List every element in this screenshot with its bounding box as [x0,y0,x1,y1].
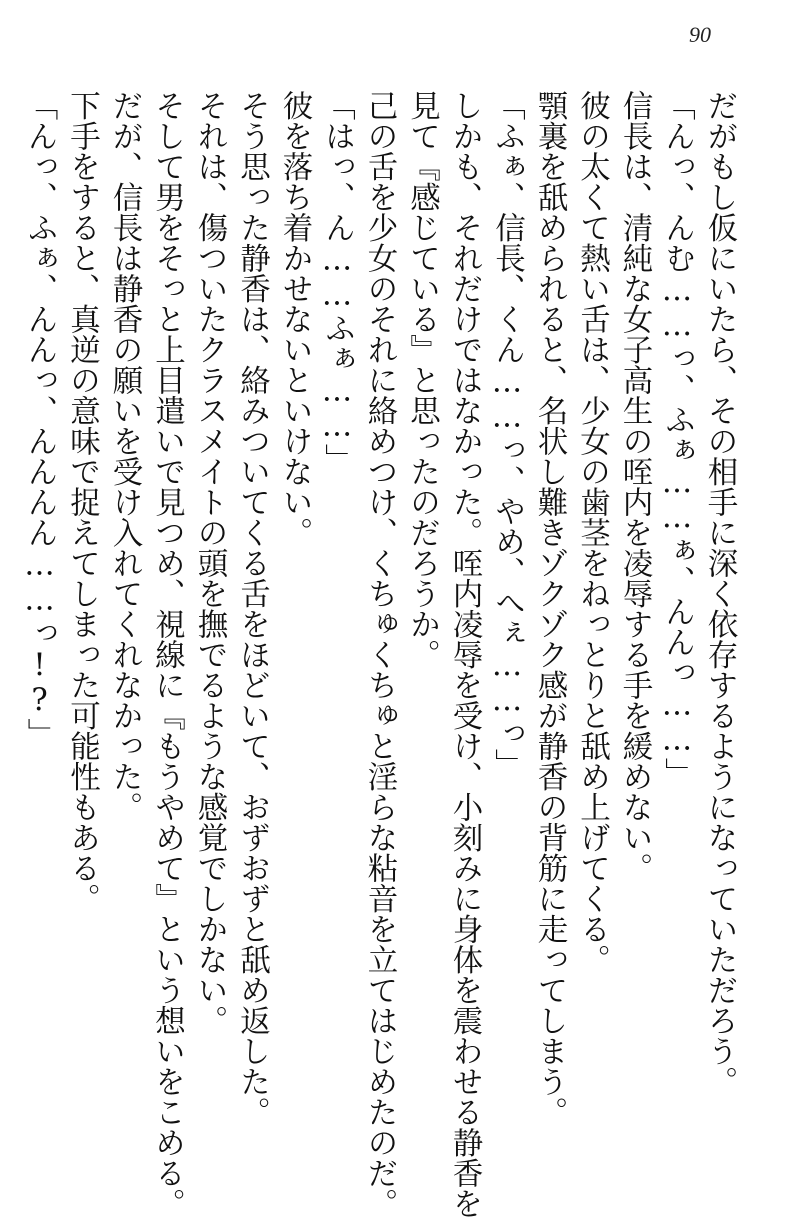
page-number: 90 [689,22,711,47]
text-line: だが、信長は静香の願いを受け入れてくれなかった。 [107,90,142,822]
text-line: それは、傷ついたクラスメイトの頭を撫でるような感覚でしかない。 [192,90,227,1036]
text-line: しかも、それだけではなかった。咥内凌辱を受け、小刻みに身体を震わせる静香を [447,90,482,1219]
text-line: 信長は、清純な女子高生の咥内を凌辱する手を緩めない。 [617,90,652,883]
vertical-text-body [22,90,740,1219]
text-line: 「んっ、ふぁ、んんっ、んんんん……っ!?」 [22,90,57,749]
text-line: だがもし仮にいたら、その相手に深く依存するようになっていただろう。 [702,90,737,1097]
text-line: 「はっ、ん……ふぁ……」 [319,90,355,474]
text-line: 「んっ、んむ……っ、ふぁ……ぁ、んんっ……」 [659,90,695,788]
text-line: 見て『感じている』と思ったのだろうか。 [404,90,440,670]
text-line: 彼を落ち着かせないといけない。 [277,90,312,548]
text-line: そう思った静香は、絡みついてくる舌をほどいて、おずおずと舐め返した。 [234,90,270,1127]
text-line: 顎裏を舐められると、名状し難きゾクゾク感が静香の背筋に走ってしまう。 [532,90,567,1127]
text-line: そして男をそっと上目遣いで見つめ、視線に『もうやめて』という想いをこめる。 [149,90,185,1219]
text-line: 彼の太くて熱い舌は、少女の歯茎をねっとりと舐め上げてくる。 [574,90,610,975]
text-line: 己の舌を少女のそれに絡めつけ、くちゅくちゅと淫らな粘音を立てはじめたのだ。 [362,90,397,1219]
text-line: 「ふぁ、信長、くん……っ、やめ、へぇ……っ」 [489,90,525,779]
text-line: 下手をすると、真逆の意味で捉えてしまった可能性もある。 [64,90,100,914]
